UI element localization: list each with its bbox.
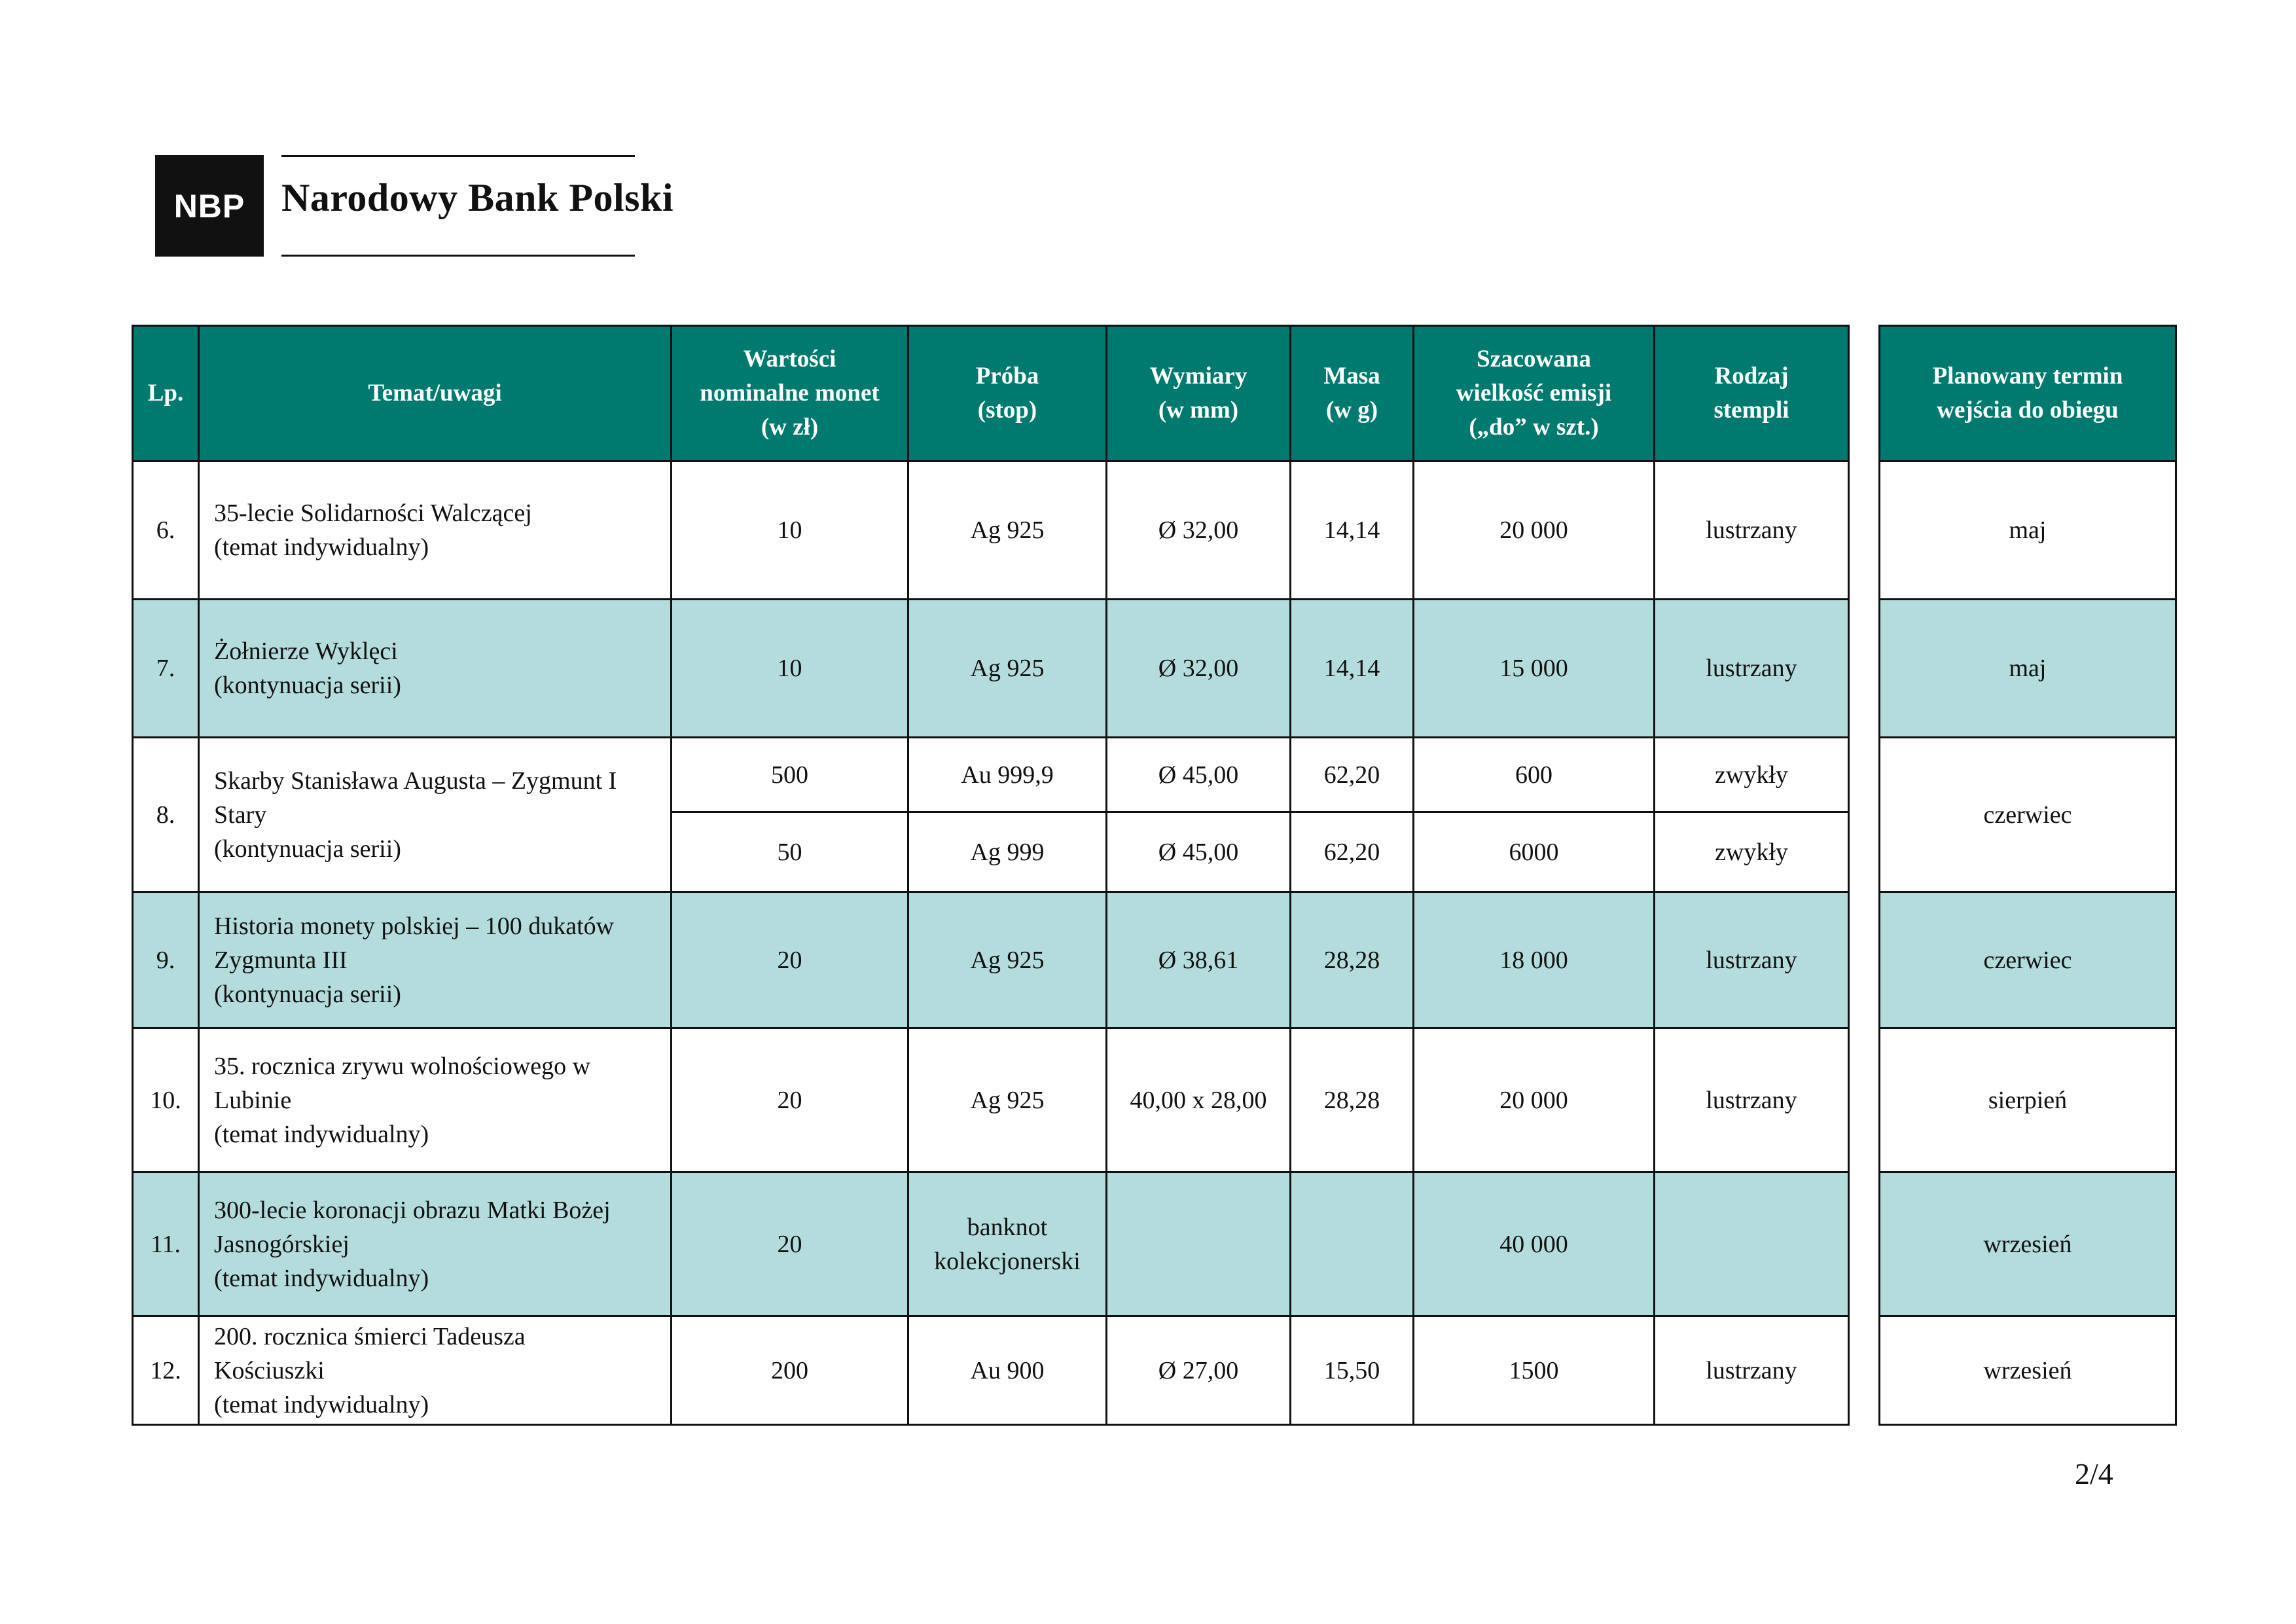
cell-dies: zwykły <box>1655 812 1849 892</box>
cell-planned-date: wrzesień <box>1880 1316 2176 1425</box>
cell-topic: 300-lecie koronacji obrazu Matki Bożej Jasnogórskiej (temat indywidualny) <box>199 1172 672 1316</box>
cell-topic: 200. rocznica śmierci Tadeusza Kościuszki (temat indywidualny) <box>199 1316 672 1425</box>
cell-alloy: Ag 925 <box>908 892 1107 1028</box>
cell-dies: lustrzany <box>1655 600 1849 738</box>
header-topic: Temat/uwagi <box>199 326 672 461</box>
table-row <box>1880 1172 2176 1316</box>
table-row <box>1880 738 2176 892</box>
cell-alloy: Ag 925 <box>908 1028 1107 1172</box>
cell-mass: 28,28 <box>1291 892 1414 1028</box>
cell-alloy: Ag 999 <box>908 812 1107 892</box>
cell-mass: 14,14 <box>1291 600 1414 738</box>
cell-topic: 35. rocznica zrywu wolnościowego w Lubinie (temat indywidualny) <box>199 1028 672 1172</box>
cell-emission: 15 000 <box>1414 600 1655 738</box>
cell-topic: Żołnierze Wyklęci (kontynuacja serii) <box>199 600 672 738</box>
cell-dimensions: Ø 27,00 <box>1107 1316 1291 1425</box>
header-planned-date: Planowany termin wejścia do obiegu <box>1880 326 2176 461</box>
logo-top-rule <box>281 155 635 157</box>
cell-planned-date: maj <box>1880 600 2176 738</box>
coin-issue-table <box>132 325 1850 1426</box>
cell-dies: lustrzany <box>1655 1028 1849 1172</box>
header-row <box>1880 326 2176 461</box>
cell-topic: Historia monety polskiej – 100 dukatów Zygmunta III (kontynuacja serii) <box>199 892 672 1028</box>
cell-lp: 6. <box>133 461 199 600</box>
table-row <box>133 738 1849 812</box>
cell-emission: 600 <box>1414 738 1655 812</box>
table-row <box>133 1172 1849 1316</box>
cell-planned-date: maj <box>1880 461 2176 600</box>
cell-planned-date: sierpień <box>1880 1028 2176 1172</box>
cell-mass: 14,14 <box>1291 461 1414 600</box>
header-dies: Rodzaj stempli <box>1655 326 1849 461</box>
cell-alloy: Ag 925 <box>908 461 1107 600</box>
cell-dies: lustrzany <box>1655 892 1849 1028</box>
cell-planned-date: czerwiec <box>1880 738 2176 892</box>
cell-nominal: 10 <box>672 461 908 600</box>
cell-nominal: 50 <box>672 812 908 892</box>
header-emission: Szacowana wielkość emisji („do” w szt.) <box>1414 326 1655 461</box>
cell-alloy: Au 999,9 <box>908 738 1107 812</box>
header-row <box>133 326 1849 461</box>
cell-emission: 6000 <box>1414 812 1655 892</box>
bank-name: Narodowy Bank Polski <box>281 176 674 219</box>
cell-topic: Skarby Stanisława Augusta – Zygmunt I Stary (kontynuacja serii) <box>199 738 672 892</box>
cell-mass: 28,28 <box>1291 1028 1414 1172</box>
cell-dimensions: Ø 32,00 <box>1107 600 1291 738</box>
cell-emission: 40 000 <box>1414 1172 1655 1316</box>
cell-alloy: Ag 925 <box>908 600 1107 738</box>
table-row <box>1880 1316 2176 1425</box>
cell-emission: 1500 <box>1414 1316 1655 1425</box>
cell-nominal: 10 <box>672 600 908 738</box>
cell-nominal: 20 <box>672 892 908 1028</box>
table-row <box>133 1028 1849 1172</box>
cell-nominal: 500 <box>672 738 908 812</box>
cell-nominal: 20 <box>672 1028 908 1172</box>
cell-lp: 10. <box>133 1028 199 1172</box>
cell-dimensions: Ø 38,61 <box>1107 892 1291 1028</box>
cell-mass <box>1291 1172 1414 1316</box>
cell-dies: lustrzany <box>1655 1316 1849 1425</box>
table-row <box>133 892 1849 1028</box>
header-lp: Lp. <box>133 326 199 461</box>
cell-dimensions: Ø 32,00 <box>1107 461 1291 600</box>
cell-nominal: 20 <box>672 1172 908 1316</box>
cell-dimensions: Ø 45,00 <box>1107 738 1291 812</box>
cell-nominal: 200 <box>672 1316 908 1425</box>
cell-emission: 20 000 <box>1414 461 1655 600</box>
cell-mass: 62,20 <box>1291 812 1414 892</box>
table-row <box>1880 1028 2176 1172</box>
cell-emission: 20 000 <box>1414 1028 1655 1172</box>
header-dimensions: Wymiary (w mm) <box>1107 326 1291 461</box>
cell-mass: 62,20 <box>1291 738 1414 812</box>
cell-lp: 9. <box>133 892 199 1028</box>
table-row <box>133 1316 1849 1425</box>
cell-emission: 18 000 <box>1414 892 1655 1028</box>
table-row <box>133 461 1849 600</box>
cell-planned-date: wrzesień <box>1880 1172 2176 1316</box>
cell-alloy: Au 900 <box>908 1316 1107 1425</box>
header-mass: Masa (w g) <box>1291 326 1414 461</box>
page-number: 2/4 <box>2075 1457 2113 1490</box>
cell-lp: 7. <box>133 600 199 738</box>
cell-dimensions <box>1107 1172 1291 1316</box>
cell-lp: 12. <box>133 1316 199 1425</box>
nbp-logo-mark: NBP <box>155 155 264 257</box>
cell-lp: 11. <box>133 1172 199 1316</box>
table-row <box>1880 461 2176 600</box>
cell-alloy: banknot kolekcjonerski <box>908 1172 1107 1316</box>
cell-lp: 8. <box>133 738 199 892</box>
cell-dies: lustrzany <box>1655 461 1849 600</box>
cell-planned-date: czerwiec <box>1880 892 2176 1028</box>
cell-dies: zwykły <box>1655 738 1849 812</box>
header-alloy: Próba (stop) <box>908 326 1107 461</box>
header-nominal: Wartości nominalne monet (w zł) <box>672 326 908 461</box>
table-row <box>1880 892 2176 1028</box>
table-row <box>1880 600 2176 738</box>
cell-dimensions: 40,00 x 28,00 <box>1107 1028 1291 1172</box>
logo-bottom-rule <box>281 255 635 257</box>
cell-dies <box>1655 1172 1849 1316</box>
planned-date-table <box>1878 325 2177 1426</box>
table-row <box>133 600 1849 738</box>
cell-mass: 15,50 <box>1291 1316 1414 1425</box>
cell-topic: 35-lecie Solidarności Walczącej (temat indywidualny) <box>199 461 672 600</box>
cell-dimensions: Ø 45,00 <box>1107 812 1291 892</box>
